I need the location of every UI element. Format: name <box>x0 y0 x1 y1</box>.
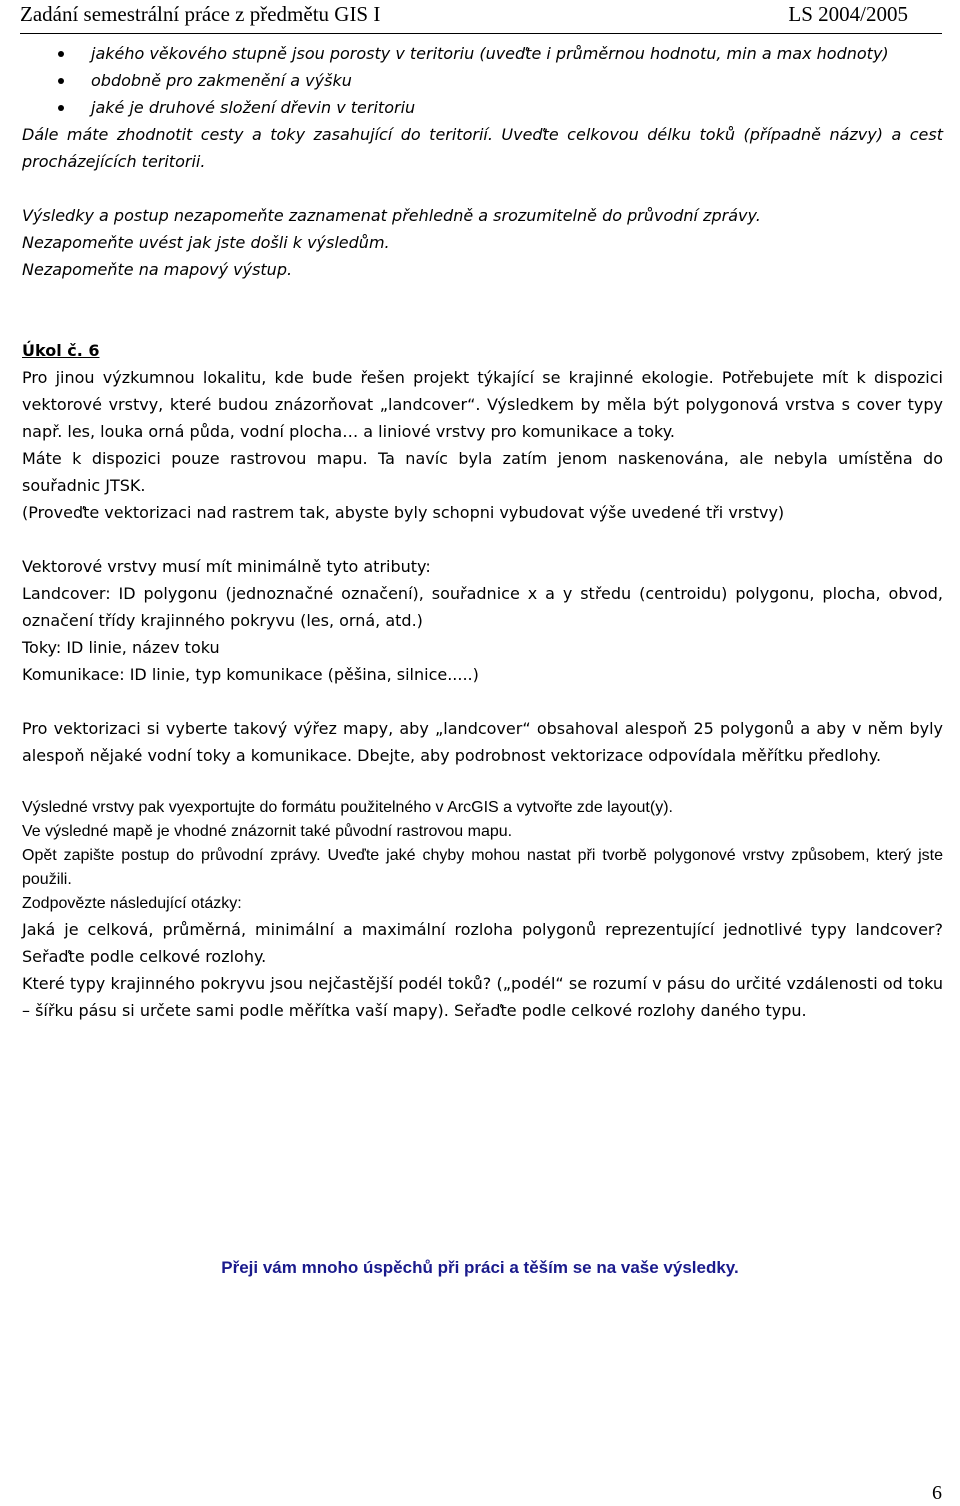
page-number: 6 <box>932 1482 942 1504</box>
export-paragraph: Opět zapište postup do průvodní zprávy. Uveďte jaké chyby mohou nastat při tvorbě polygonové vrstvy způsobem, který jste použili. <box>22 847 943 888</box>
results-line-2: Nezapomeňte uvést jak jste došli k výsledům. <box>22 233 390 252</box>
export-line-2: Ve výsledné mapě je vhodné znázornit také původní rastrovou mapu. <box>22 823 513 840</box>
header-rule <box>20 33 942 34</box>
bullet-item: jakého věkového stupně jsou porosty v teritoriu (uveďte i průměrnou hodnotu, min a max hodnoty) <box>22 40 943 67</box>
semester-label: LS 2004/2005 <box>788 2 908 26</box>
task-paragraph-4: Pro vektorizaci si vyberte takový výřez mapy, aby „landcover“ obsahoval alespoň 25 polygonů a aby v něm byly alespoň nějaké vodní toky a komunikace. Dbejte, aby podrobnost vektorizace odpovídala měřítku předlohy. <box>22 719 943 765</box>
attribute-toky: Toky: ID linie, název toku <box>22 638 220 657</box>
results-line-3: Nezapomeňte na mapový výstup. <box>22 260 293 279</box>
closing-message: Přeji vám mnoho úspěchů při práci a těším se na vaše výsledky. <box>221 1258 739 1277</box>
task-paragraph-2: Máte k dispozici pouze rastrovou mapu. Ta navíc byla zatím jenom naskenována, ale nebyla umístěna do souřadnic JTSK. <box>22 449 943 495</box>
task-paragraph-3: (Proveďte vektorizaci nad rastrem tak, abyste byly schopni vybudovat výše uvedené tři vrstvy) <box>22 503 785 522</box>
bullet-item: jaké je druhové složení dřevin v teritoriu <box>22 94 943 121</box>
bullet-dot-icon <box>58 78 64 84</box>
question-2: Které typy krajinného pokryvu jsou nejčastější podél toků? („podél“ se rozumí v pásu do určité vzdálenosti od toku – šířku pásu si určete sami podle měřítka vaší mapy). Seřaďte podle celkové rozlohy daného typu. <box>22 974 943 1020</box>
document-title: Zadání semestrální práce z předmětu GIS I <box>20 2 381 26</box>
roads-paragraph: Dále máte zhodnotit cesty a toky zasahující do teritorií. Uveďte celkovou délku toků (případně názvy) a cest procházejících teritorii. <box>22 125 943 171</box>
bullet-item: obdobně pro zakmenění a výšku <box>22 67 943 94</box>
task-paragraph-1: Pro jinou výzkumnou lokalitu, kde bude řešen projekt týkající se krajinné ekologie. Potřebujete mít k dispozici vektorové vrstvy, které budou znázorňovat „landcover“. Výsledkem by měla být polygonová vrstva s cover typy např. les, louka orná půda, vodní plocha… a liniové vrstvy pro komunikace a toky. <box>22 368 943 441</box>
attribute-landcover: Landcover: ID polygonu (jednoznačné označení), souřadnice x a y středu (centroidu) polygonu, plocha, obvod, označení třídy krajinného pokryvu (les, orná, atd.) <box>22 584 943 630</box>
bullet-list <box>22 40 943 121</box>
task-heading: Úkol č. 6 <box>22 341 100 360</box>
attribute-komunikace: Komunikace: ID linie, typ komunikace (pěšina, silnice.....) <box>22 665 479 684</box>
bullet-dot-icon <box>58 105 64 111</box>
page-header <box>0 0 960 34</box>
results-paragraph: Výsledky a postup nezapomeňte zaznamenat přehledně a srozumitelně do průvodní zprávy. <box>22 206 761 225</box>
bullet-dot-icon <box>58 51 64 57</box>
attributes-intro: Vektorové vrstvy musí mít minimálně tyto atributy: <box>22 557 431 576</box>
question-1: Jaká je celková, průměrná, minimální a maximální rozloha polygonů reprezentující jednotlivé typy landcover? Seřaďte podle celkové rozlohy. <box>22 920 943 966</box>
export-line-1: Výsledné vrstvy pak vyexportujte do formátu použitelného v ArcGIS a vytvořte zde layout(y). <box>22 799 673 816</box>
page-body <box>22 40 943 1024</box>
questions-intro: Zodpovězte následující otázky: <box>22 895 242 912</box>
